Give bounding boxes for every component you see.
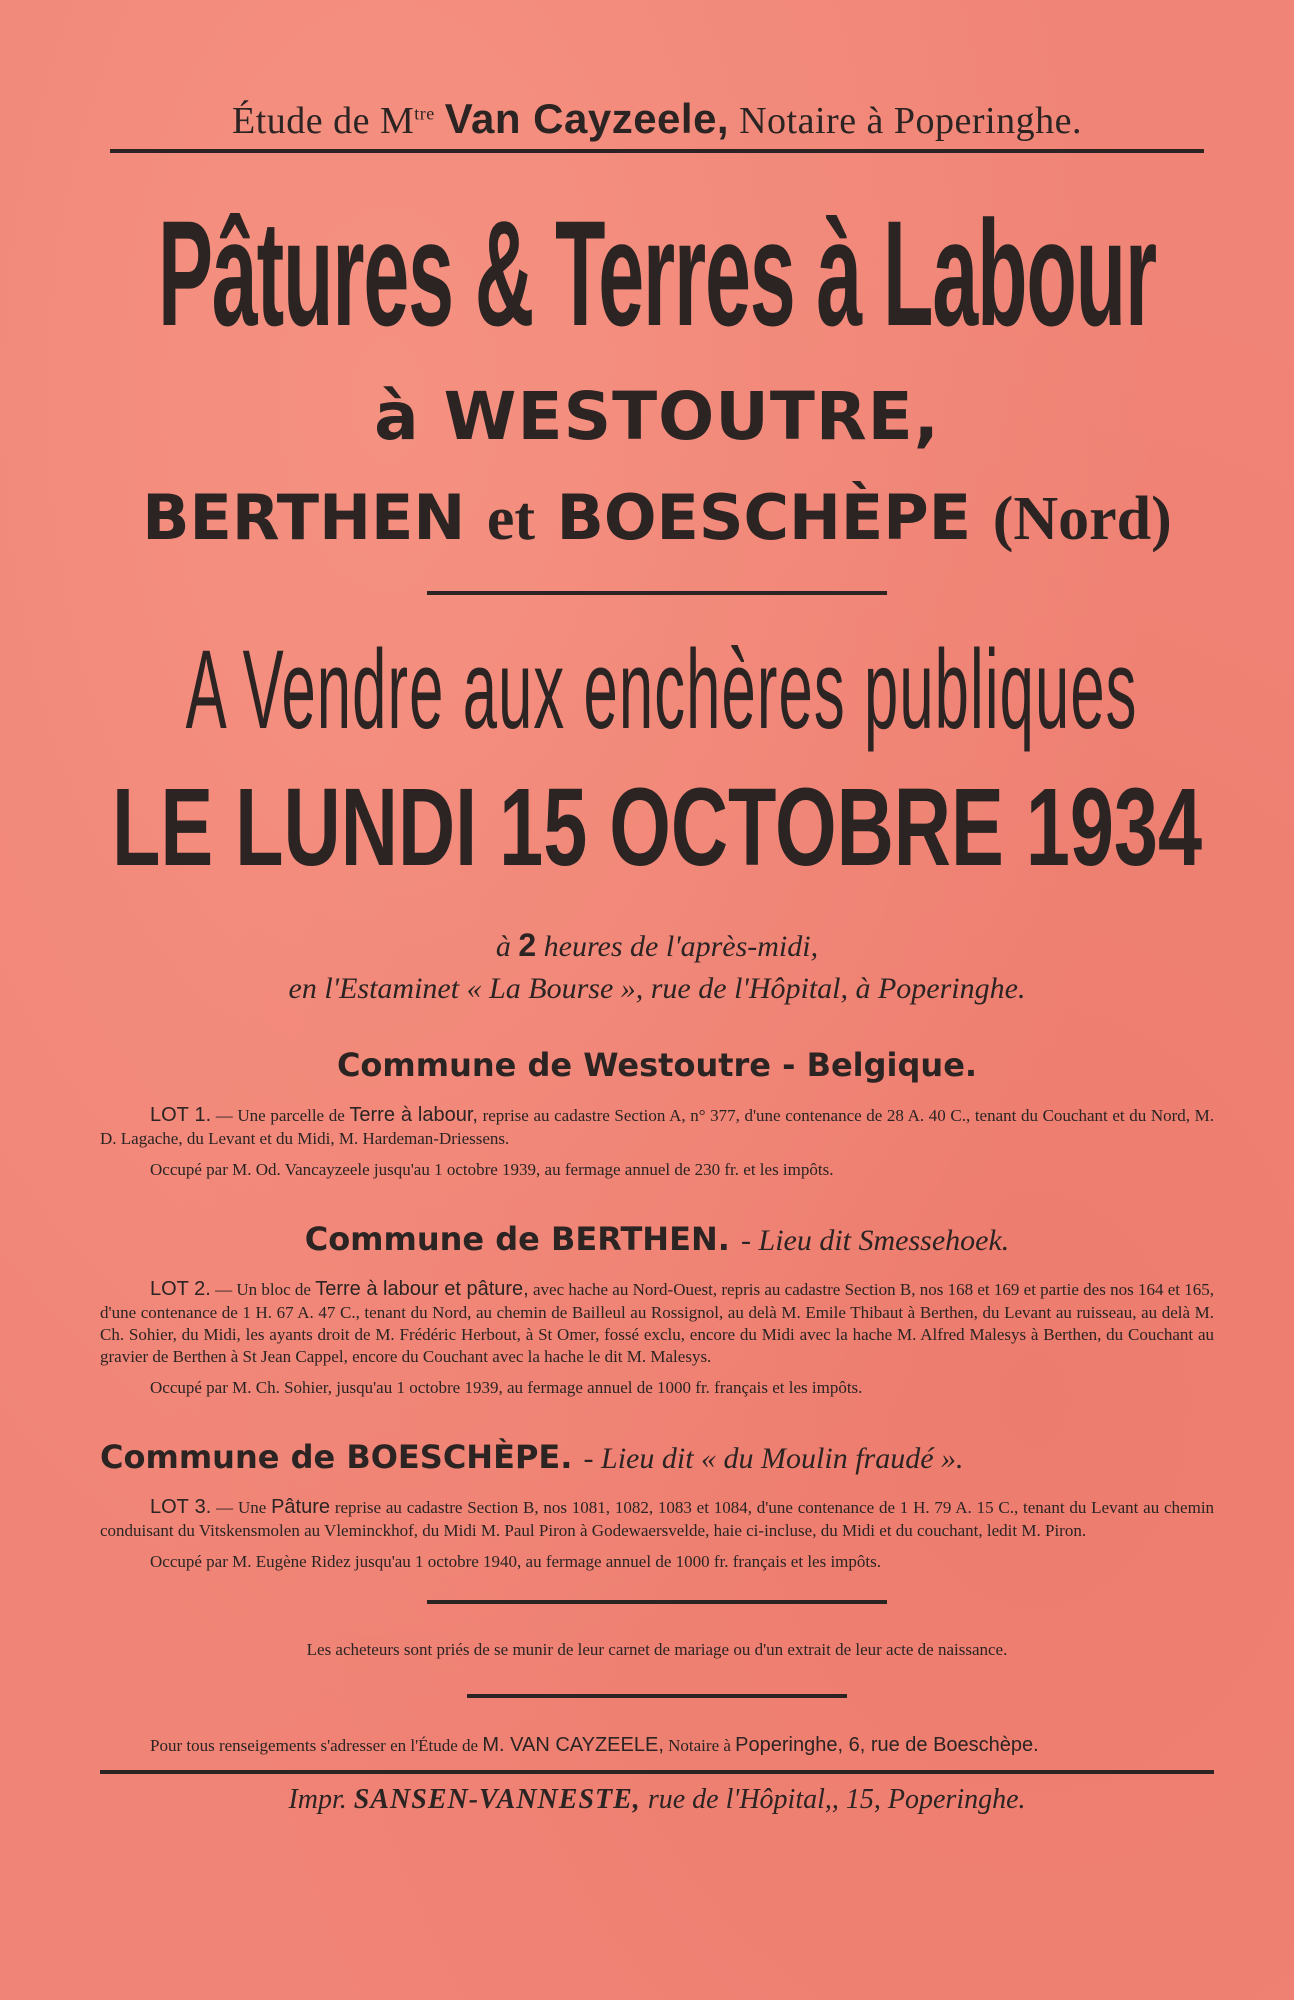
info-mid: Notaire à xyxy=(668,1736,731,1756)
sale-place: en l'Estaminet « La Bourse », rue de l'Hôpital, à Poperinghe. xyxy=(288,972,1026,1005)
location-et: et xyxy=(486,485,535,553)
divider xyxy=(427,591,887,595)
commune-lieu: - Lieu dit « du Moulin fraudé ». xyxy=(583,1442,964,1476)
location-boeschepe: BOESCHÈPE xyxy=(556,481,972,554)
location-line2 xyxy=(100,481,1214,555)
printer-pre: Impr. xyxy=(288,1784,347,1816)
lot-2 xyxy=(100,1276,1214,1368)
lot-label: LOT 2. xyxy=(150,1278,211,1301)
time-suffix: heures de l'après-midi, xyxy=(543,930,819,963)
notary-name: Van Cayzeele, xyxy=(444,95,730,142)
lot-type: Terre à labour, xyxy=(349,1104,478,1126)
etude-sup: tre xyxy=(414,103,435,124)
commune-heading-berthen xyxy=(100,1220,1214,1258)
etude-header xyxy=(110,95,1204,153)
commune-heading-boeschepe xyxy=(100,1438,1214,1476)
sale-time xyxy=(100,927,1214,964)
info-address: Poperinghe, 6, rue de Boeschèpe. xyxy=(735,1734,1039,1757)
printer-address: rue de l'Hôpital,, 15, Poperinghe. xyxy=(647,1784,1026,1816)
lot-description: reprise au cadastre Section A, n° 377, d'une contenance de 28 A. 40 C., tenant du Couchant et du Nord, M. D. Lagache, du Levant et du Midi, M. Hardeman-Driessens. xyxy=(100,1106,1215,1148)
lot-3 xyxy=(100,1494,1214,1542)
lot-pre: — Une parcelle de xyxy=(215,1106,345,1125)
location-nord: (Nord) xyxy=(992,485,1172,553)
lot-pre: — Un bloc de xyxy=(215,1280,311,1300)
divider xyxy=(427,1600,887,1604)
lot-description: avec hache au Nord-Ouest, repris au cadastre Section B, nos 168 et 169 et partie des nos 164 et 165, d'une contenance de 1 H. 67 A. 47 C., tenant du Nord, au chemin de Bailleul au Rossignol, au delà M. Emile Thibaut à Berthen, du Levant au ruisseau, au delà M. Ch. Sohier, du Midi, les ayants droit de M. Frédéric Herbout, à St Omer, fossé exclu, encore du Midi avec la hache M. Alfred Malesys à Berthen, du Couchant au gravier de Berthen à St Jean Cappel, encore du Couchant avec la hache le dit M. Malesys. xyxy=(100,1280,1214,1367)
commune-name: Commune de Westoutre - Belgique. xyxy=(336,1046,978,1084)
sale-date: LE LUNDI 15 OCTOBRE 1934 xyxy=(111,766,1203,889)
commune-heading-westoutre xyxy=(100,1046,1214,1084)
lot-pre: — Une xyxy=(216,1498,267,1518)
buyers-note: Les acheteurs sont priés de se munir de leur carnet de mariage ou d'un extrait de leur acte de naissance. xyxy=(306,1640,1008,1660)
etude-suffix: Notaire à Poperinghe. xyxy=(739,100,1082,142)
info-notary: M. VAN CAYZEELE, xyxy=(482,1734,664,1757)
lot-label: LOT 1. xyxy=(150,1104,212,1126)
divider xyxy=(467,1694,847,1698)
printer-name: SANSEN-VANNESTE, xyxy=(353,1784,641,1816)
printer-line xyxy=(100,1784,1214,1816)
lot-occupancy: Occupé par M. Eugène Ridez jusqu'au 1 octobre 1940, au fermage annuel de 1000 fr. français et les impôts. xyxy=(150,1552,881,1572)
lot-description: reprise au cadastre Section B, nos 1081, 1082, 1083 et 1084, d'une contenance de 1 H. 79 A. 15 C., tenant du Levant au chemin conduisant du Vitskensmolen au Vleminckhof, du Midi M. Paul Piron à Godewaersvelde, haie ci-incluse, du Midi et du couchant, ledit M. Piron. xyxy=(100,1498,1215,1541)
time-prefix: à xyxy=(495,930,511,963)
lot-1 xyxy=(100,1102,1214,1150)
divider xyxy=(100,1770,1214,1774)
lot-occupancy: Occupé par M. Ch. Sohier, jusqu'au 1 octobre 1939, au fermage annuel de 1000 fr. français et les impôts. xyxy=(150,1378,863,1398)
location-westoutre: à WESTOUTRE, xyxy=(374,378,940,455)
lot-label: LOT 3. xyxy=(150,1496,212,1519)
location-berthen: BERTHEN xyxy=(142,481,466,554)
info-pre: Pour tous renseigements s'adresser en l'Étude de xyxy=(150,1736,479,1756)
lot-type: Pâture xyxy=(271,1496,331,1519)
sale-heading: A Vendre aux enchères publiques xyxy=(185,627,1138,752)
commune-name: Commune de BOESCHÈPE. xyxy=(100,1438,573,1477)
time-hour: 2 xyxy=(518,927,537,963)
poster-title: Pâtures & Terres à Labour xyxy=(158,189,1156,357)
etude-prefix: Étude de M xyxy=(231,100,415,142)
commune-name: Commune de BERTHEN. xyxy=(304,1220,730,1259)
lot-type: Terre à labour et pâture, xyxy=(315,1278,529,1301)
info-line xyxy=(100,1734,1214,1756)
commune-lieu: - Lieu dit Smessehoek. xyxy=(741,1224,1010,1258)
lot-occupancy: Occupé par M. Od. Vancayzeele jusqu'au 1 octobre 1939, au fermage annuel de 230 fr. et les impôts. xyxy=(150,1160,834,1180)
